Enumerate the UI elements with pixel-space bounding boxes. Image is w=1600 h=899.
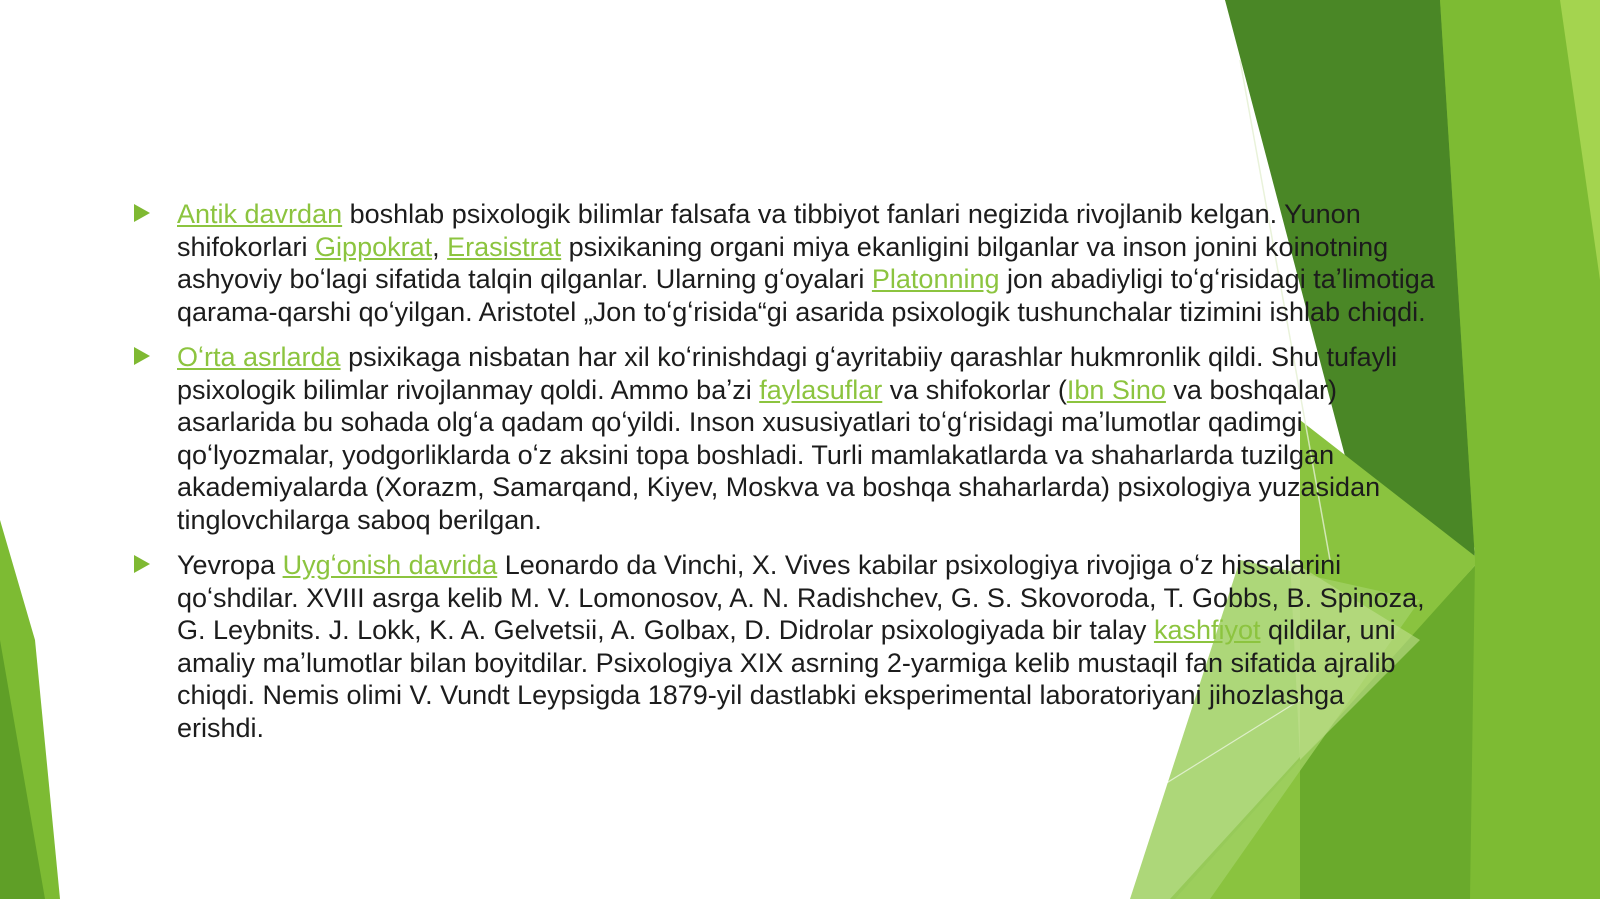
triangle-right-icon [134, 204, 150, 222]
link-erasistrat[interactable]: Erasistrat [447, 231, 562, 262]
link-platonning[interactable]: Platonning [871, 264, 1000, 294]
triangle-right-icon [134, 347, 150, 365]
bullet-text: Leonardo da Vinchi, X. Vives kabilar psixologiya rivojiga oʻz hissalarini qoʻshdilar. XVIII asrga kelib M. V. Lomonosov, A. N. Radishchev, G. S. Skovoroda, T. Gobbs, B. Spinoza, G. Leybnits. J. Lokk, K. A. Gelvetsii, A. Golbax, D. Didrolar psixologiyada bir talay [177, 550, 1425, 645]
bullet-text: Yevropa [177, 550, 283, 580]
bullet-text: va shifokorlar ( [882, 374, 1067, 405]
link-antik-davrdan[interactable]: Antik davrdan [177, 199, 343, 229]
link-ibn-sino[interactable]: Ibn Sino [1066, 374, 1166, 405]
bullet-item-renaissance [128, 549, 1438, 744]
bullet-text: va boshqalar) asarlarida bu sohada olgʻa qadam qoʻyildi. Inson xususiyatlari toʻgʻrisidagi maʼlumotlar qadimgi qoʻlyozmalar, yodgorliklarda oʻz aksini topa boshladi. Turli mamlakatlarda va shaharlarda tuzilgan akademiyalarda (Xorazm, Samarqand, Kiyev, Moskva va boshqa shaharlarda) psixologiya yuzasidan tinglovchilarga saboq berilgan. [177, 374, 1381, 535]
bullet-text: jon abadiyligi toʻgʻrisidagi taʼlimotiga qarama-qarshi qoʻyilgan. Aristotel „Jon toʻgʻrisida“gi asarida psixologik tushunchalar tizimini ishlab chiqdi. [177, 264, 1435, 327]
bullet-text: psixikaning organi miya ekanligini bilganlar va inson jonini koinotning ashyoviy boʻlagi sifatida talqin qilganlar. Ularning gʻoyalari [177, 231, 1389, 294]
link-uygonish-davrida[interactable]: Uygʻonish davrida [282, 550, 498, 580]
triangle-right-icon [134, 555, 150, 573]
bullet-text: psixikaga nisbatan har xil koʻrinishdagi gʻayritabiiy qarashlar hukmronlik qildi. Shu tufayli psixologik bilimlar rivojlanmay qoldi. Ammo baʼzi [177, 342, 1398, 405]
bullet-text: qildilar, uni amaliy maʼlumotlar bilan boyitdilar. Psixologiya XIX asrning 2-yarmiga kelib mustaqil fan sifatida ajralib chiqdi. Nemis olimi V. Vundt Leypsigda 1879-yil dastlabki eksperimental laboratoriyani jihozlashga erishdi. [177, 615, 1396, 743]
bullet-item-antiquity [128, 198, 1438, 328]
bullet-text: boshlab psixologik bilimlar falsafa va tibbiyot fanlari negizida rivojlanib kelgan. Yunon shifokorlari [177, 199, 1361, 262]
bullet-list [128, 198, 1438, 757]
link-gippokrat[interactable]: Gippokrat [315, 231, 433, 262]
link-kashfiyot[interactable]: kashfiyot [1153, 615, 1261, 645]
bullet-item-middle-ages [128, 341, 1438, 536]
link-faylasuflar[interactable]: faylasuflar [759, 374, 883, 405]
bullet-text: , [432, 231, 448, 262]
link-orta-asrlarda[interactable]: Oʻrta asrlarda [177, 342, 341, 372]
